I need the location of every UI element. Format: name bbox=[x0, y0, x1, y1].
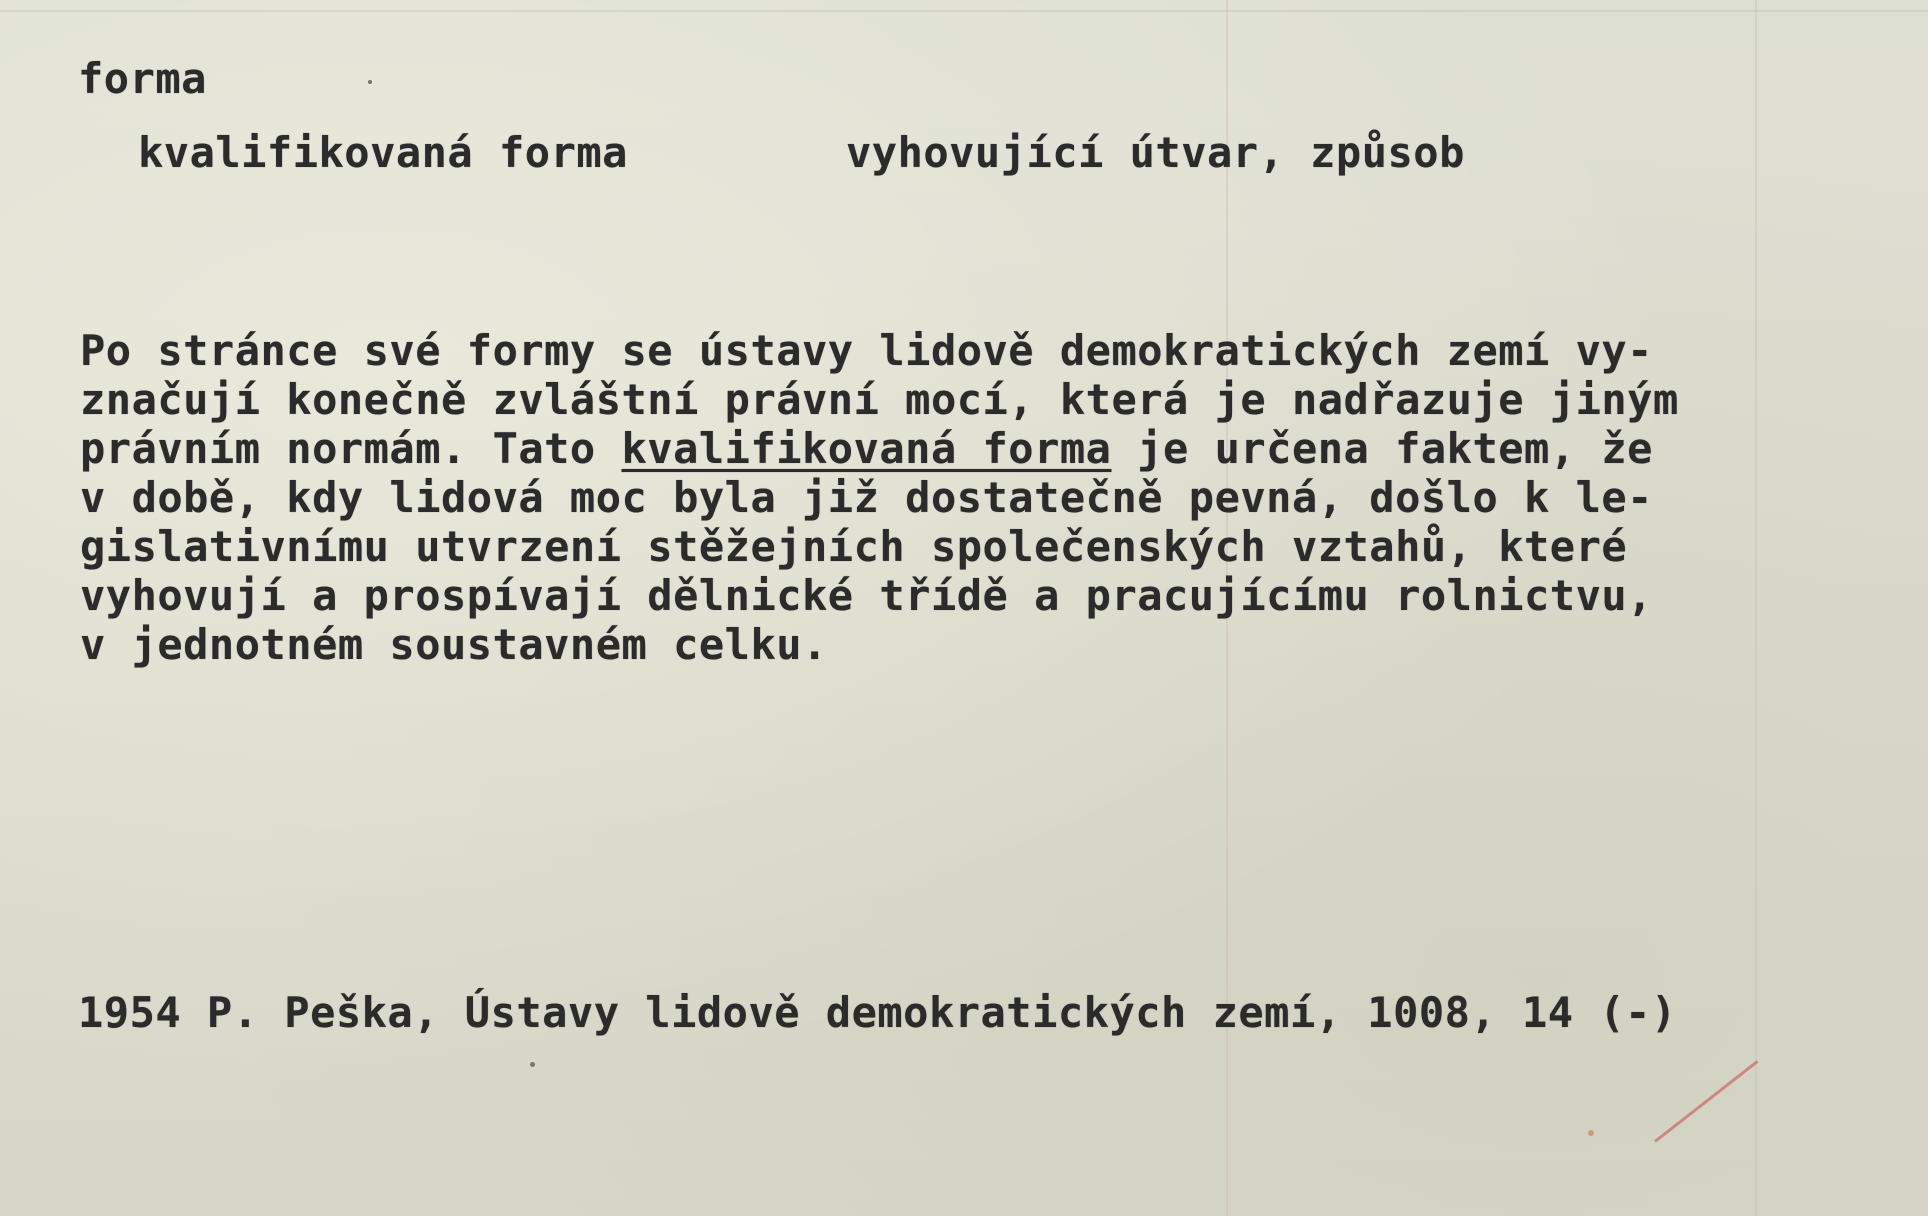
paragraph-line: vyhovují a prospívají dělnické třídě a pracujícímu rolnictvu, bbox=[80, 571, 1653, 620]
paragraph-text: je určena faktem, že bbox=[1111, 424, 1653, 473]
headword: forma bbox=[78, 54, 207, 103]
paragraph-line: Po stránce své formy se ústavy lidově demokratických zemí vy- bbox=[80, 326, 1653, 375]
underlined-phrase: kvalifikovaná forma bbox=[621, 424, 1112, 473]
paragraph-line bbox=[80, 424, 1653, 473]
ink-speck bbox=[368, 80, 372, 84]
phrase: kvalifikovaná forma bbox=[138, 128, 628, 177]
ink-speck bbox=[530, 1062, 535, 1067]
card-top-rule bbox=[0, 10, 1928, 12]
definition: vyhovující útvar, způsob bbox=[846, 128, 1465, 177]
paragraph-line: gislativnímu utvrzení stěžejních společenských vztahů, které bbox=[80, 522, 1628, 571]
paragraph-line: v jednotném soustavném celku. bbox=[80, 620, 828, 669]
paragraph-line: značují konečně zvláštní právní mocí, která je nadřazuje jiným bbox=[80, 375, 1679, 424]
citation: 1954 P. Peška, Ústavy lidově demokratických zemí, 1008, 14 (-) bbox=[78, 988, 1677, 1037]
ink-speck bbox=[1588, 1130, 1594, 1136]
pen-stroke bbox=[1654, 1060, 1758, 1142]
paragraph-text: právním normám. Tato bbox=[80, 424, 622, 473]
card-margin-rule-right bbox=[1755, 0, 1757, 1216]
paragraph-line: v době, kdy lidová moc byla již dostatečně pevná, došlo k le- bbox=[80, 473, 1653, 522]
